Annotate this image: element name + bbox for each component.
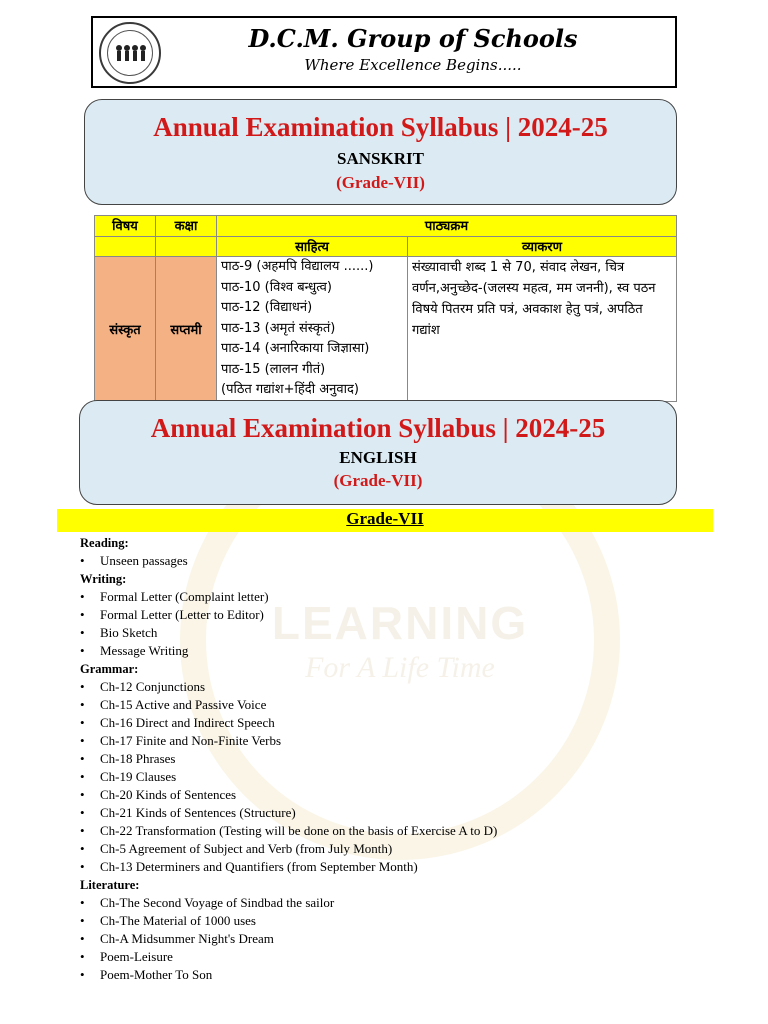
syllabus-item: • Bio Sketch (80, 624, 497, 642)
logo-emblem-icon (107, 30, 153, 76)
literature-item: पाठ-15 (लालन गीतं) (221, 361, 326, 377)
syllabus-item: • Poem-Mother To Son (80, 966, 497, 984)
cell-literature (217, 257, 408, 402)
syllabus-item: • Ch-16 Direct and Indirect Speech (80, 714, 497, 732)
english-title: Annual Examination Syllabus | 2024-25 (150, 413, 606, 443)
syllabus-item: • Ch-The Material of 1000 uses (80, 912, 497, 930)
sanskrit-title: Annual Examination Syllabus | 2024-25 (153, 112, 608, 142)
syllabus-item: • Ch-18 Phrases (80, 750, 497, 768)
watermark-text: LEARNING (271, 597, 529, 649)
syllabus-item: • Ch-13 Determiners and Quantifiers (from September Month) (80, 858, 497, 876)
cell-grammar: संख्यावाची शब्द 1 से 70, संवाद लेखन, चित्र वर्णन,अनुच्छेद-(जलस्य महत्व, मम जननी), स्व पठन विषये पितरम प्रति पत्रं, अवकाश हेतु पत्रं, अपठित गद्यांश (408, 257, 677, 402)
header-class: कक्षा (156, 216, 217, 237)
school-logo (99, 22, 161, 84)
syllabus-item: • Ch-5 Agreement of Subject and Verb (from July Month) (80, 840, 497, 858)
syllabus-item: • Ch-20 Kinds of Sentences (80, 786, 497, 804)
syllabus-item: • Formal Letter (Complaint letter) (80, 588, 497, 606)
english-syllabus-list (80, 534, 497, 984)
syllabus-item: • Unseen passages (80, 552, 497, 570)
sanskrit-subject: SANSKRIT (337, 149, 424, 168)
school-name: D.C.M. Group of Schools (248, 24, 578, 53)
header-subject: विषय (95, 216, 156, 237)
syllabus-item: • Ch-15 Active and Passive Voice (80, 696, 497, 714)
section-heading: Literature: (80, 878, 140, 892)
literature-item: पाठ-13 (अमृतं संस्कृतं) (221, 320, 336, 336)
literature-item: (पठित गद्यांश+हिंदी अनुवाद) (221, 382, 359, 397)
literature-item: पाठ-9 (अहमपि विद्यालय ......) (221, 259, 374, 274)
header-blank-1 (95, 237, 156, 257)
sanskrit-syllabus-table (94, 215, 677, 402)
header-grammar: व्याकरण (408, 237, 677, 257)
section-heading: Grammar: (80, 662, 139, 676)
syllabus-item: • Ch-22 Transformation (Testing will be done on the basis of Exercise A to D) (80, 822, 497, 840)
literature-item: पाठ-14 (अनारिकाया जिज्ञासा) (221, 341, 370, 356)
english-subject: ENGLISH (339, 448, 417, 467)
header-blank-2 (156, 237, 217, 257)
syllabus-item: • Ch-17 Finite and Non-Finite Verbs (80, 732, 497, 750)
syllabus-item: • Formal Letter (Letter to Editor) (80, 606, 497, 624)
syllabus-item: • Ch-A Midsummer Night's Dream (80, 930, 497, 948)
syllabus-item: • Ch-19 Clauses (80, 768, 497, 786)
school-header (91, 16, 677, 88)
sanskrit-grade: (Grade-VII) (336, 173, 425, 192)
literature-item: पाठ-10 (विश्व बन्धुत्व) (221, 279, 332, 295)
cell-class: सप्तमी (156, 257, 217, 402)
cell-subject: संस्कृत (95, 257, 156, 402)
literature-item: पाठ-12 (विद्याधनं) (221, 300, 313, 315)
syllabus-item: • Ch-12 Conjunctions (80, 678, 497, 696)
section-heading: Writing: (80, 572, 127, 586)
syllabus-item: • Ch-21 Kinds of Sentences (Structure) (80, 804, 497, 822)
english-grade-heading: Grade-VII (57, 509, 713, 532)
header-literature: साहित्य (217, 237, 408, 257)
watermark-subtext: For A Life Time (305, 651, 495, 684)
english-grade: (Grade-VII) (333, 471, 423, 490)
syllabus-item: • Poem-Leisure (80, 948, 497, 966)
syllabus-item: • Message Writing (80, 642, 497, 660)
syllabus-item: • Ch-The Second Voyage of Sindbad the sailor (80, 894, 497, 912)
school-tagline: Where Excellence Begins..... (304, 56, 522, 74)
header-syllabus: पाठ्यक्रम (217, 216, 677, 237)
section-heading: Reading: (80, 536, 129, 550)
english-title-box (79, 400, 677, 505)
sanskrit-title-box (84, 99, 677, 205)
